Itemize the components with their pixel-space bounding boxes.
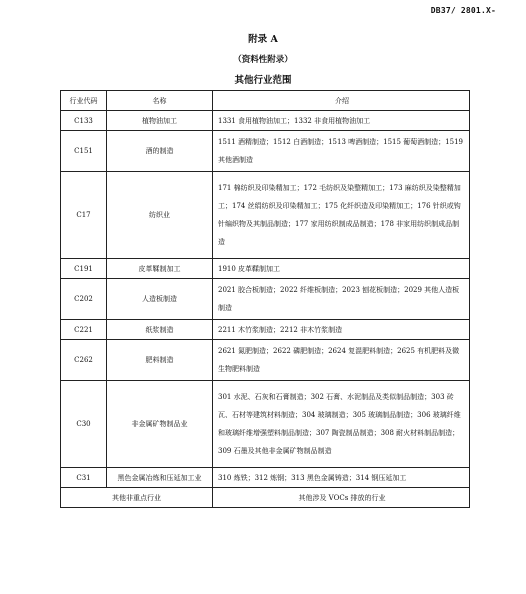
row-name: 肥料制造 [107, 340, 213, 381]
row-name: 皮革鞣制加工 [107, 259, 213, 279]
row-name: 黑色金属冶炼和压延加工业 [107, 468, 213, 488]
row-desc: 310 炼铁；312 炼钢；313 黑色金属铸造；314 钢压延加工 [213, 468, 470, 488]
footer-right: 其他涉及 VOCs 排放的行业 [213, 488, 470, 508]
table-row [61, 381, 470, 468]
row-desc: 2021 胶合板制造；2022 纤维板制造；2023 刨花板制造；2029 其他人造板制造 [213, 279, 470, 320]
table-row [61, 172, 470, 259]
table-row [61, 111, 470, 131]
table-header-row [61, 91, 470, 111]
row-code: C133 [61, 111, 107, 131]
row-desc: 2211 木竹浆制造；2212 非木竹浆制造 [213, 320, 470, 340]
industry-table [60, 90, 470, 508]
appendix-label: 附录 A [248, 34, 278, 45]
appendix-nature: （资料性附录） [233, 55, 293, 65]
row-code: C191 [61, 259, 107, 279]
row-code: C202 [61, 279, 107, 320]
row-code: C151 [61, 131, 107, 172]
column-header-name: 名称 [107, 91, 213, 111]
row-desc: 1331 食用植物油加工；1332 非食用植物油加工 [213, 111, 470, 131]
column-header-code: 行业代码 [61, 91, 107, 111]
table-row [61, 340, 470, 381]
row-code: C221 [61, 320, 107, 340]
row-name: 纺织业 [107, 172, 213, 259]
appendix-title: 其他行业范围 [234, 75, 292, 86]
footer-left: 其他非重点行业 [61, 488, 213, 508]
row-code: C262 [61, 340, 107, 381]
table-row [61, 320, 470, 340]
table-footer-row [61, 488, 470, 508]
row-desc: 171 棉纺织及印染精加工；172 毛纺织及染整精加工；173 麻纺织及染整精加工；174 丝绢纺织及印染精加工；175 化纤织造及印染精加工；176 针织或钩针编织物及其制品制造；177 家用纺织制成品制造；178 非家用纺织制成品制造 [213, 172, 470, 259]
row-code: C17 [61, 172, 107, 259]
row-name: 酒的制造 [107, 131, 213, 172]
row-desc: 2621 氮肥制造；2622 磷肥制造；2624 复混肥料制造；2625 有机肥料及微生物肥料制造 [213, 340, 470, 381]
row-desc: 301 水泥、石灰和石膏制造；302 石膏、水泥制品及类似制品制造；303 砖瓦、石材等建筑材料制造；304 玻璃制造；305 玻璃制品制造；306 玻璃纤维和玻璃纤维增强塑料制品制造；307 陶瓷制品制造；308 耐火材料制品制造；309 石墨及其他非金属矿物制品制造 [213, 381, 470, 468]
row-code: C31 [61, 468, 107, 488]
row-desc: 1910 皮革鞣制加工 [213, 259, 470, 279]
row-desc: 1511 酒精制造；1512 白酒制造；1513 啤酒制造；1515 葡萄酒制造；1519 其他酒制造 [213, 131, 470, 172]
row-name: 非金属矿物制品业 [107, 381, 213, 468]
document-number: DB37/ 2801.X- [430, 6, 496, 15]
table-row [61, 468, 470, 488]
row-name: 人造板制造 [107, 279, 213, 320]
table-row [61, 259, 470, 279]
row-name: 植物油加工 [107, 111, 213, 131]
table-row [61, 279, 470, 320]
row-name: 纸浆制造 [107, 320, 213, 340]
table-row [61, 131, 470, 172]
row-code: C30 [61, 381, 107, 468]
column-header-desc: 介绍 [213, 91, 470, 111]
